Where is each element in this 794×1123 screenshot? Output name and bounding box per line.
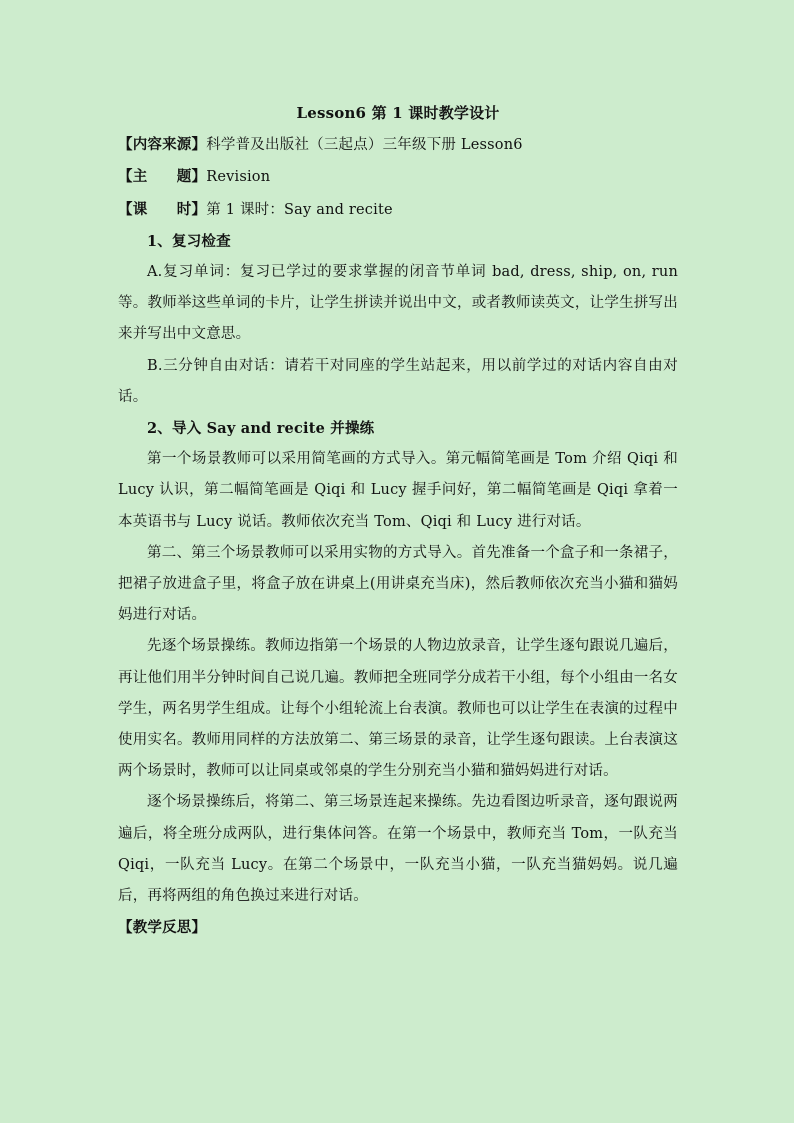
section2-heading: 2、导入 Say and recite 并操练 bbox=[147, 420, 375, 438]
section2-paragraph: 第二、第三个场景教师可以采用实物的方式导入。首先准备一个盒子和一条裙子，把裙子放进盒子里，将盒子放在讲桌上(用讲桌充当床)，然后教师依次充当小猫和猫妈妈进行对话。 bbox=[118, 544, 678, 624]
document-content bbox=[118, 98, 678, 943]
section2-paragraph: 先逐个场景操练。教师边指第一个场景的人物边放录音，让学生逐句跟说几遍后，再让他们用半分钟时间自己说几遍。教师把全班同学分成若干小组，每个小组由一名女学生，两名男学生组成。让每个小组轮流上台表演。教师也可以让学生在表演的过程中使用实名。教师用同样的方法放第二、第三场景的录音，让学生逐句跟读。上台表演这两个场景时，教师可以让同桌或邻桌的学生分别充当小猫和猫妈妈进行对话。 bbox=[118, 638, 678, 780]
reflection-label: 【教学反思】 bbox=[118, 919, 207, 937]
section1-heading: 1、复习检查 bbox=[147, 232, 231, 250]
section1-paragraph: A.复习单词：复习已学过的要求掌握的闭音节单词 bad, dress, ship, on, run 等。教师举这些单词的卡片，让学生拼读并说出中文，或者教师读英文，让学生拼写出来并写出中文意思。 bbox=[118, 264, 678, 343]
document-title: Lesson6 第 1 课时教学设计 bbox=[296, 104, 500, 122]
meta-source bbox=[118, 129, 678, 161]
section2-paragraph: 第一个场景教师可以采用简笔画的方式导入。第元幅简笔画是 Tom 介绍 Qiqi 和 Lucy 认识，第二幅简笔画是 Qiqi 和 Lucy 握手问好，第二幅简笔画是 Qiqi 拿着一本英语书与 Lucy 说话。教师依次充当 Tom、Qiqi 和 Lucy 进行对话。 bbox=[118, 451, 678, 530]
meta-topic-value: Revision bbox=[206, 169, 271, 186]
section2-paragraph: 逐个场景操练后，将第二、第三场景连起来操练。先边看图边听录音，逐句跟说两遍后，将全班分成两队，进行集体问答。在第一个场景中，教师充当 Tom，一队充当 Qiqi，一队充当 Lucy。在第二个场景中，一队充当小猫，一队充当猫妈妈。说几遍后，再将两组的角色换过来进行对话。 bbox=[118, 794, 678, 905]
meta-topic-label: 【主 题】 bbox=[118, 168, 207, 186]
meta-source-value: 科学普及出版社（三起点）三年级下册 Lesson6 bbox=[206, 137, 523, 154]
meta-topic bbox=[118, 161, 678, 193]
meta-source-label: 【内容来源】 bbox=[118, 136, 207, 154]
meta-period-value: 第 1 课时：Say and recite bbox=[206, 201, 393, 218]
meta-period bbox=[118, 194, 678, 226]
meta-period-label: 【课 时】 bbox=[118, 200, 207, 218]
section1-paragraph: B.三分钟自由对话：请若干对同座的学生站起来，用以前学过的对话内容自由对话。 bbox=[118, 357, 678, 405]
